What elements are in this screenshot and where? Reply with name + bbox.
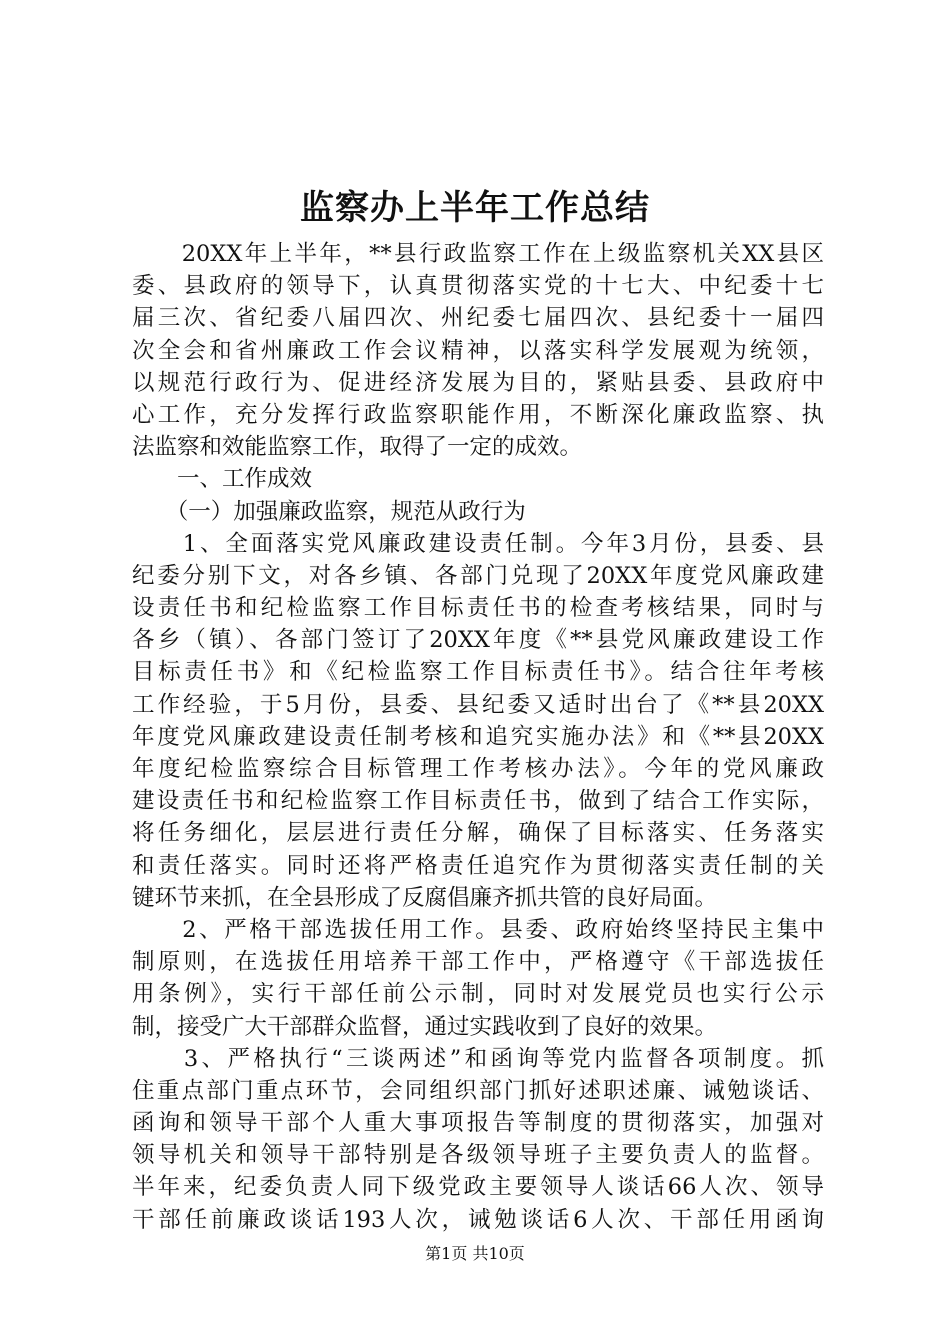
body-line: 委、县政府的领导下，认真贯彻落实党的十七大、中纪委十七 (132, 273, 824, 300)
body-line: 法监察和效能监察工作，取得了一定的成效。 (132, 434, 583, 461)
body-line: 和责任落实。同时还将严格责任追究作为贯彻落实责任制的关 (132, 852, 824, 879)
body-line: 以规范行政行为、促进经济发展为目的，紧贴县委、县政府中 (132, 369, 824, 396)
body-line: 次全会和省州廉政工作会议精神，以落实科学发展观为统领， (132, 337, 824, 364)
body-line: （一）加强廉政监察，规范从政行为 (132, 498, 526, 525)
page-footer: 第1页 共10页 (425, 1244, 525, 1263)
body-line: 纪委分别下文，对各乡镇、各部门兑现了20XX年度党风廉政建 (132, 562, 824, 589)
body-line: 年度纪检监察综合目标管理工作考核办法》。今年的党风廉政 (132, 756, 824, 782)
body-line: 一、工作成效 (132, 466, 313, 493)
body-line: 将任务细化，层层进行责任分解，确保了目标落实、任务落实 (132, 820, 824, 847)
body-line: 制，接受广大干部群众监督，通过实践收到了良好的效果。 (132, 1013, 718, 1040)
body-line: 目标责任书》和《纪检监察工作目标责任书》。结合往年考核 (132, 659, 824, 686)
body-line: 届三次、省纪委八届四次、州纪委七届四次、县纪委十一届四 (132, 305, 824, 332)
body-line: 年度党风廉政建设责任制考核和追究实施办法》和《**县20XX (132, 723, 824, 750)
body-line: 半年来，纪委负责人同下级党政主要领导人谈话66人次、领导 (132, 1174, 824, 1201)
document-body (132, 238, 824, 1236)
body-line: 3、严格执行“三谈两述”和函询等党内监督各项制度。抓 (132, 1045, 824, 1072)
body-line: 2、严格干部选拔任用工作。县委、政府始终坚持民主集中 (132, 916, 824, 943)
body-line: 设责任书和纪检监察工作目标责任书的检查考核结果，同时与 (132, 595, 824, 622)
body-line: 1、全面落实党风廉政建设责任制。今年3月份，县委、县 (132, 530, 824, 557)
body-line: 键环节来抓，在全县形成了反腐倡廉齐抓共管的良好局面。 (132, 884, 718, 911)
body-line: 干部任前廉政谈话193人次，诫勉谈话6人次、干部任用函询 (132, 1206, 824, 1233)
body-line: 建设责任书和纪检监察工作目标责任书，做到了结合工作实际， (132, 788, 824, 815)
body-line: 心工作，充分发挥行政监察职能作用，不断深化廉政监察、执 (132, 401, 824, 428)
body-line: 20XX年上半年，**县行政监察工作在上级监察机关XX县区 (132, 241, 824, 267)
body-line: 工作经验，于5月份，县委、县纪委又适时出台了《**县20XX (132, 691, 824, 718)
body-line: 住重点部门重点环节，会同组织部门抓好述职述廉、诫勉谈话、 (132, 1077, 824, 1104)
body-line: 领导机关和领导干部特别是各级领导班子主要负责人的监督。 (132, 1142, 824, 1169)
document-title: 监察办上半年工作总结 (300, 188, 650, 228)
body-line: 各乡（镇）、各部门签订了20XX年度《**县党风廉政建设工作 (132, 627, 824, 654)
body-line: 函询和领导干部个人重大事项报告等制度的贯彻落实，加强对 (132, 1110, 824, 1137)
body-line: 用条例》，实行干部任前公示制，同时对发展党员也实行公示 (132, 981, 824, 1008)
body-line: 制原则，在选拔任用培养干部工作中，严格遵守《干部选拔任 (132, 949, 824, 976)
